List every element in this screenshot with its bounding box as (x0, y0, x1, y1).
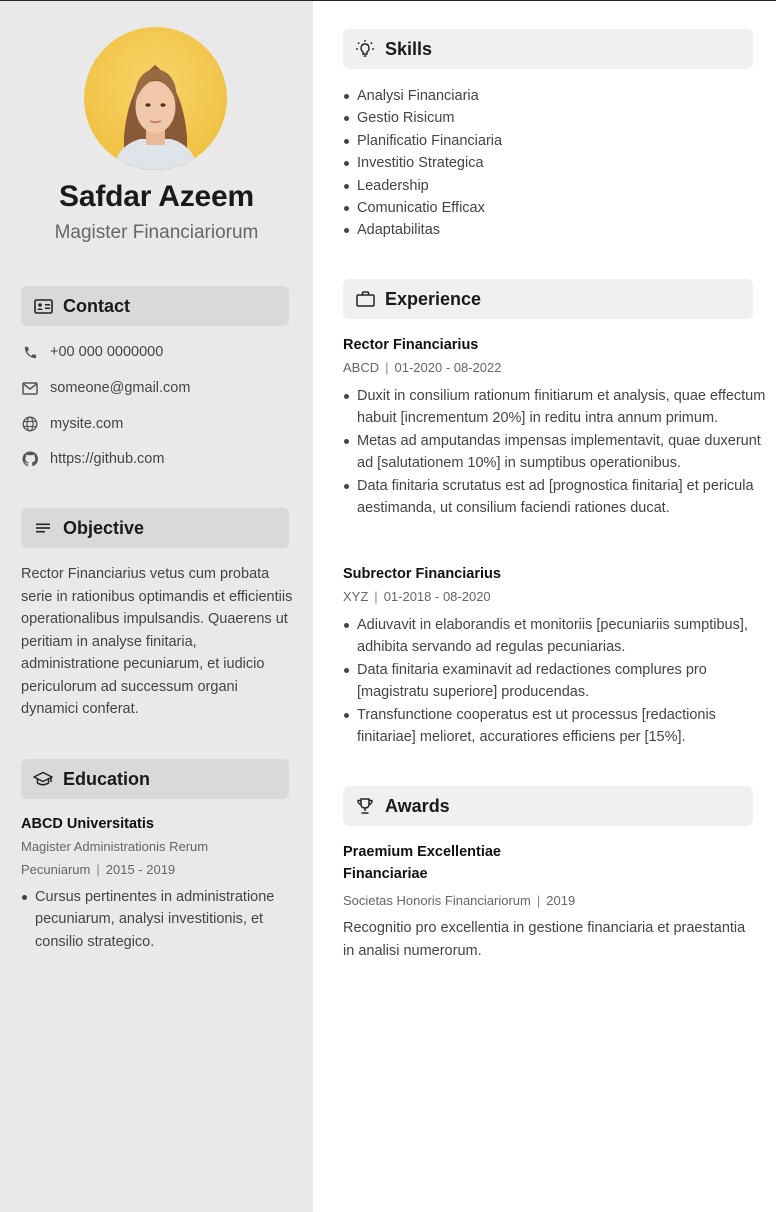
lines-icon (33, 518, 53, 538)
contact-website[interactable] (21, 413, 123, 435)
briefcase-icon (355, 289, 375, 309)
experience-heading: Experience (385, 288, 482, 309)
award-title-line2: Financiariae (343, 866, 428, 882)
job-meta (343, 586, 491, 608)
meta-separator: | (385, 360, 389, 375)
awards-section-header (343, 786, 753, 826)
award-year: 2019 (546, 893, 576, 908)
meta-separator: | (96, 861, 100, 877)
education-school: ABCD Universitatis (21, 816, 154, 832)
list-item: Leadership (342, 175, 762, 197)
profile-title: Magister Financiariorum (54, 222, 259, 243)
objective-heading: Objective (63, 517, 145, 538)
lightbulb-icon (355, 39, 375, 59)
skills-list (342, 85, 762, 242)
email-text: someone@gmail.com (50, 380, 191, 396)
skills-heading: Skills (385, 38, 433, 59)
job-title: Subrector Financiarius (343, 566, 501, 582)
list-item: Gestio Risicum (342, 107, 762, 129)
education-section-header (21, 759, 289, 799)
education-meta (21, 836, 261, 881)
contact-phone[interactable] (21, 341, 163, 363)
award-title-line1: Praemium Excellentiae (343, 844, 501, 860)
list-item: Planificatio Financiaria (342, 130, 762, 152)
education-heading: Education (63, 768, 151, 789)
main-content (313, 0, 776, 1212)
award-meta (343, 890, 575, 912)
list-item: Transfunctione cooperatus est ut processus [redactionis finitariae] melioret, accuratiores efficiens per [15%]. (342, 704, 767, 749)
skills-section-header (343, 29, 753, 69)
list-item: Duxit in consilium rationum finitiarum et analysis, quae effectum habuit [incrementum 20%] in reditu intra annum primum. (342, 385, 767, 430)
award-description: Recognitio pro excellentia in gestione financiaria et praestantia in analisi numerorum. (343, 920, 746, 959)
contact-email[interactable] (21, 377, 190, 399)
contact-heading: Contact (63, 295, 130, 316)
mail-icon (21, 379, 39, 397)
profile-name: Safdar Azeem (59, 180, 254, 213)
contact-card-icon (33, 296, 53, 316)
job-dates: 01-2018 - 08-2020 (383, 589, 491, 604)
list-item: Analysi Financiaria (342, 85, 762, 107)
education-bullets (20, 886, 292, 953)
top-border (0, 0, 776, 1)
awards-heading: Awards (385, 795, 450, 816)
award-issuer: Societas Honoris Financiariorum (343, 893, 531, 908)
job-dates: 01-2020 - 08-2022 (394, 360, 502, 375)
github-icon (21, 450, 39, 468)
graduation-cap-icon (33, 769, 53, 789)
trophy-icon (355, 796, 375, 816)
job-company: XYZ (343, 589, 369, 604)
profile-photo (84, 27, 227, 170)
globe-icon (21, 415, 39, 433)
list-item: Investitio Strategica (342, 152, 762, 174)
job-bullets (342, 385, 767, 519)
meta-separator: | (374, 589, 378, 604)
list-item: Comunicatio Efficax (342, 197, 762, 219)
website-text: mysite.com (50, 416, 124, 432)
list-item: Data finitaria examinavit ad redactiones complures pro [magistratu superiore] producendas. (342, 659, 767, 704)
education-degree: Magister Administrationis Rerum Pecuniarum (21, 839, 209, 877)
list-item: Metas ad amputandas impensas implementavit, quae duxerunt ad [salutationem 10%] in sumptibus operationibus. (342, 430, 767, 475)
job-meta (343, 357, 502, 379)
award-title (343, 841, 501, 885)
experience-section-header (343, 279, 753, 319)
education-years: 2015 - 2019 (105, 861, 176, 877)
job-company: ABCD (343, 360, 380, 375)
phone-text: +00 000 0000000 (50, 344, 164, 360)
contact-github[interactable] (21, 448, 164, 470)
objective-section-header (21, 508, 289, 548)
meta-separator: | (536, 893, 541, 908)
objective-text: Rector Financiarius vetus cum probata serie in rationibus optimandis et efficientiis operationalibus impulsandis. Quaerens ut peritiam in analyse finitaria, administratione pecuniarum, et iudicio periculorum ad successum organi dynamici conferat. (21, 566, 293, 717)
list-item: Adaptabilitas (342, 219, 762, 241)
list-item: Data finitaria scrutatus est ad [prognostica finitaria] et pericula aestimanda, ut consilium faciendi rationes ducat. (342, 475, 767, 520)
phone-icon (21, 343, 39, 361)
job-title: Rector Financiarius (343, 337, 479, 353)
github-text: https://github.com (50, 451, 165, 467)
job-bullets (342, 614, 767, 748)
sidebar (0, 0, 313, 1212)
list-item: Adiuvavit in elaborandis et monitoriis [pecuniariis sumptibus], adhibita servando ad regulas pecuniarias. (342, 614, 767, 659)
contact-section-header (21, 286, 289, 326)
list-item: Cursus pertinentes in administratione pecuniarum, analysi investitionis, et consilio strategico. (20, 886, 292, 953)
